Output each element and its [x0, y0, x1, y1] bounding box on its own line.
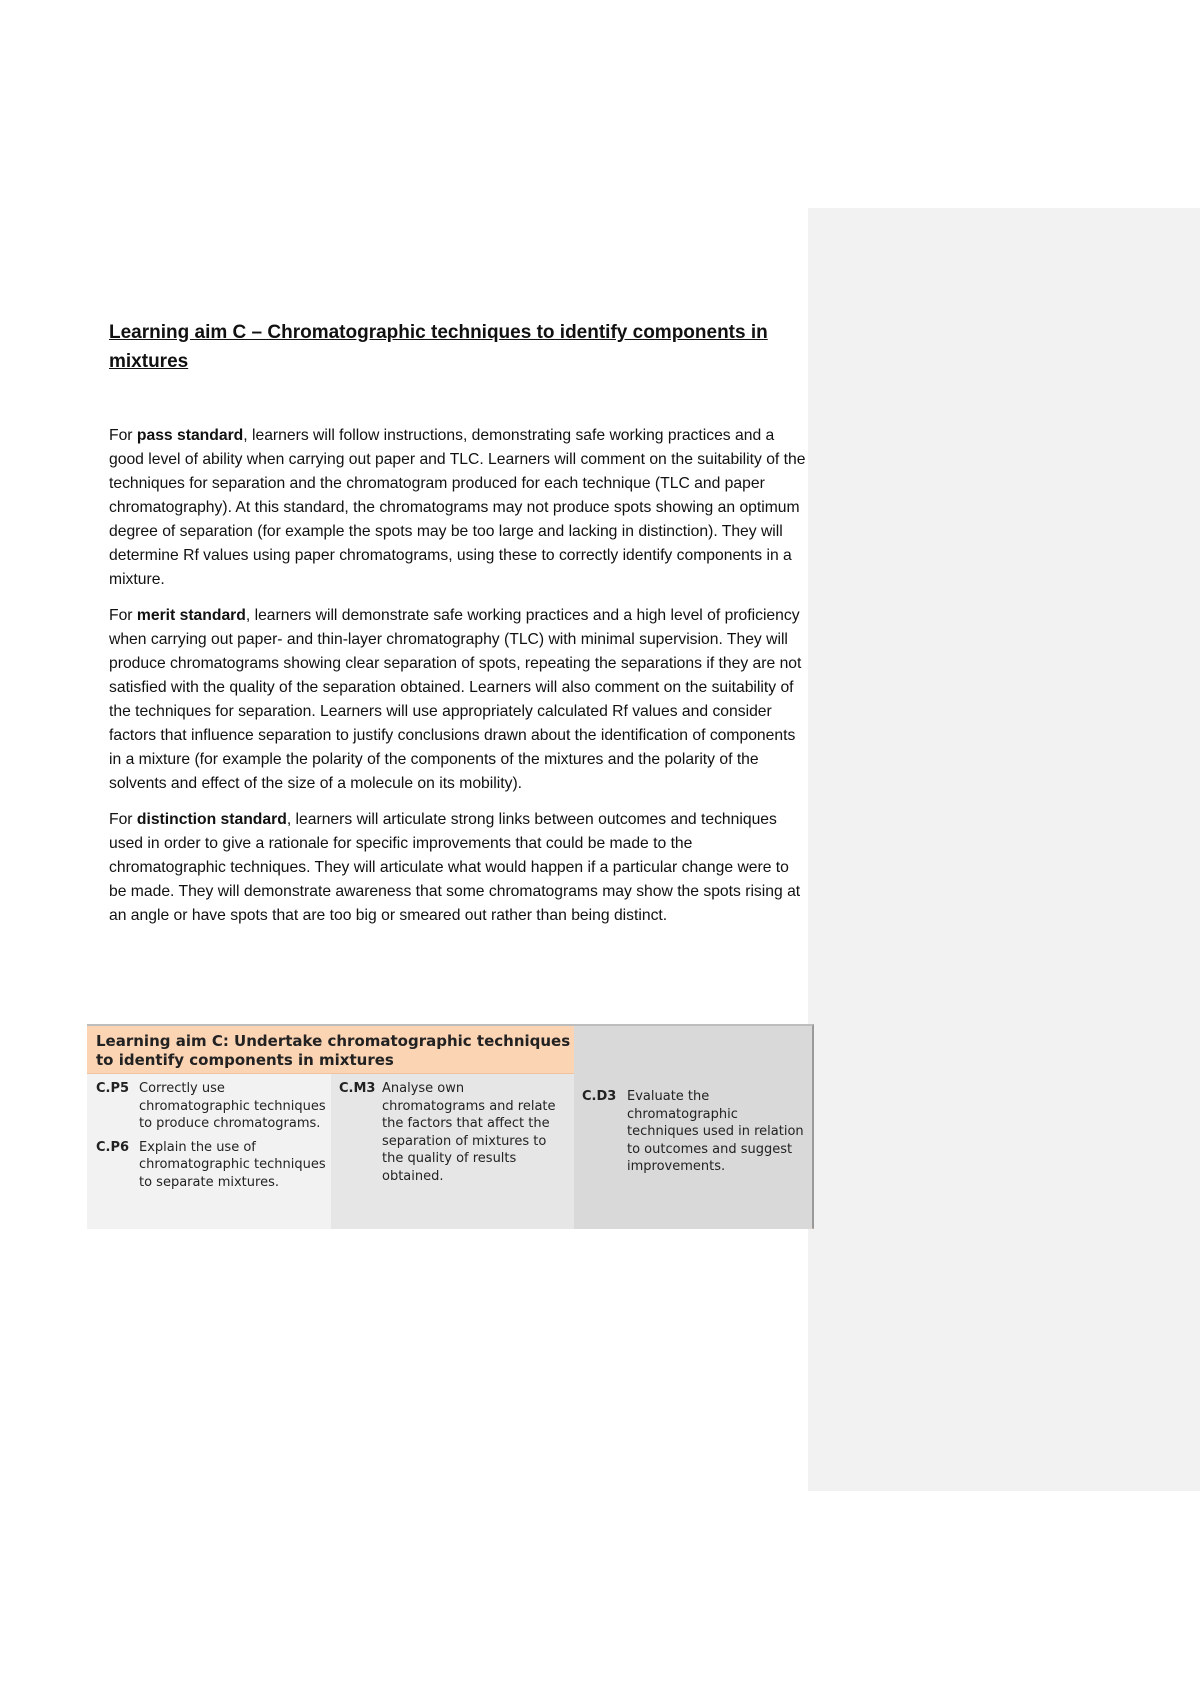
- criterion-text: Analyse own chromatograms and relate the factors that affect the separation of mixtures to the quality of results obtained.: [382, 1081, 556, 1184]
- assessment-criteria-table: [87, 1024, 814, 1229]
- section-heading: Learning aim C – Chromatographic techniques to identify components in mixtures: [109, 322, 768, 372]
- pass-standard-paragraph: For pass standard, learners will follow instructions, demonstrating safe working practices and a good level of ability when carrying out paper and TLC. Learners will comment on the suitability of the techniques for separation and the chromatogram produced for each technique (TLC and paper chromatography). At this standard, the chromatograms may not produce spots showing an optimum degree of separation (for example the spots may be too large and lacking in distinction). They will determine Rf values using paper chromatograms, using these to correctly identify components in a mixture.: [109, 427, 806, 588]
- criterion-text: Evaluate the chromatographic techniques used in relation to outcomes and suggest improvements.: [627, 1089, 804, 1174]
- pass-criteria-column: [87, 1074, 331, 1229]
- distinction-criteria-column: [574, 1026, 812, 1229]
- criterion-code: C.P5: [96, 1081, 130, 1096]
- document-body: [109, 318, 809, 940]
- distinction-standard-paragraph: For distinction standard, learners will articulate strong links between outcomes and techniques used in order to give a rationale for specific improvements that could be made to the chromatographic techniques. They will articulate what would happen if a particular change were to be made. They will demonstrate awareness that some chromatograms may show the spots rising at an angle or have spots that are too big or smeared out rather than being distinct.: [109, 811, 801, 924]
- criterion-code: C.D3: [582, 1089, 617, 1104]
- criterion-c-m3: [339, 1080, 570, 1185]
- criterion-c-p6: [96, 1139, 327, 1192]
- criterion-text: Correctly use chromatographic techniques to produce chromatograms.: [139, 1081, 326, 1131]
- merit-standard-label: merit standard: [136, 607, 246, 624]
- criterion-c-d3: [582, 1088, 806, 1176]
- pass-standard-label: pass standard: [136, 427, 244, 444]
- comment-pane: [808, 208, 1200, 1491]
- criterion-text: Explain the use of chromatographic techniques to separate mixtures.: [139, 1139, 326, 1190]
- criterion-c-p5: [96, 1080, 327, 1133]
- merit-criteria-column: [331, 1074, 574, 1229]
- distinction-standard-label: distinction standard: [136, 811, 287, 828]
- criteria-header: Learning aim C: Undertake chromatographic techniques to identify components in mixtures: [87, 1026, 574, 1074]
- criterion-code: C.M3: [339, 1081, 376, 1096]
- merit-standard-paragraph: For merit standard, learners will demonstrate safe working practices and a high level of proficiency when carrying out paper- and thin-layer chromatography (TLC) with minimal supervision. They will produce chromatograms showing clear separation of spots, repeating the separations if they are not satisfied with the quality of the separation obtained. Learners will also comment on the suitability of the techniques for separation. Learners will use appropriately calculated Rf values and consider factors that influence separation to justify conclusions drawn about the identification of components in a mixture (for example the polarity of the components of the mixtures and the polarity of the solvents and effect of the size of a molecule on its mobility).: [109, 607, 802, 792]
- criterion-code: C.P6: [96, 1139, 130, 1155]
